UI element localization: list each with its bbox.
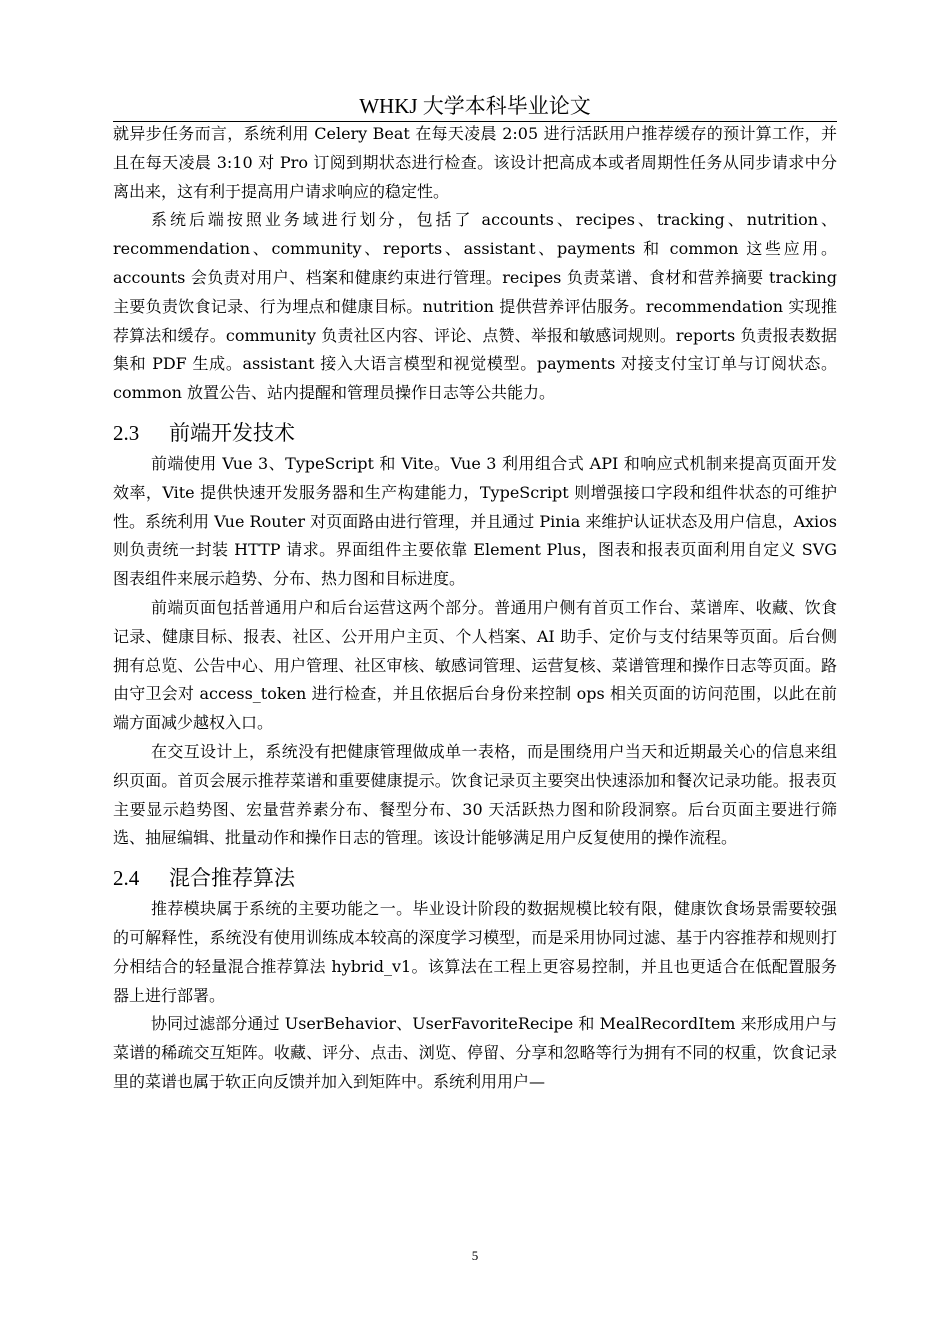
paragraph-frontend-stack: 前端使用 Vue 3、TypeScript 和 Vite。Vue 3 利用组合式 API 和响应式机制来提高页面开发效率，Vite 提供快速开发服务器和生产构建能力，TypeScript 则增强接口字段和组件状态的可维护性。系统利用 Vue Router 对页面路由进行管理，并且通过 Pinia 来维护认证状态及用户信息，Axios 则负责统一封装 HTTP 请求。界面组件主要依靠 Element Plus，图表和报表页面利用自定义 SVG 图表组件来展示趋势、分布、热力图和目标进度。 [113, 453, 837, 589]
page-number: 5 [471, 1248, 479, 1263]
running-header: WHKJ 大学本科毕业论文 [359, 94, 591, 118]
page-body [113, 120, 837, 1097]
paragraph-frontend-pages: 前端页面包括普通用户和后台运营这两个部分。普通用户侧有首页工作台、菜谱库、收藏、饮食记录、健康目标、报表、社区、公开用户主页、个人档案、AI 助手、定价与支付结果等页面。后台侧拥有总览、公告中心、用户管理、社区审核、敏感词管理、运营复核、菜谱管理和操作日志等页面。路由守卫会对 access_token 进行检查，并且依据后台身份来控制 ops 相关页面的访问范围，以此在前端方面减少越权入口。 [113, 597, 837, 733]
section-title: 混合推荐算法 [169, 866, 295, 891]
section-number: 2.4 [113, 866, 140, 891]
paragraph-async-tasks: 就异步任务而言，系统利用 Celery Beat 在每天凌晨 2:05 进行活跃用户推荐缓存的预计算工作，并且在每天凌晨 3:10 对 Pro 订阅到期状态进行检查。该设计把高成本或者周期性任务从同步请求中分离出来，这有利于提高用户请求响应的稳定性。 [113, 124, 837, 201]
paragraph-backend-apps: 系统后端按照业务域进行划分，包括了 accounts、recipes、tracking、nutrition、recommendation、community、reports、assistant、payments 和 common 这些应用。accounts 会负责对用户、档案和健康约束进行管理。recipes 负责菜谱、食材和营养摘要 tracking 主要负责饮食记录、行为埋点和健康目标。nutrition 提供营养评估服务。recommendation 实现推荐算法和缓存。community 负责社区内容、评论、点赞、举报和敏感词规则。reports 负责报表数据集和 PDF 生成。assistant 接入大语言模型和视觉模型。payments 对接支付宝订单与订阅状态。common 放置公告、站内提醒和管理员操作日志等公共能力。 [113, 210, 837, 403]
section-heading-2-4 [113, 863, 837, 893]
paragraph-recommendation-intro: 推荐模块属于系统的主要功能之一。毕业设计阶段的数据规模比较有限，健康饮食场景需要较强的可解释性，系统没有使用训练成本较高的深度学习模型，而是采用协同过滤、基于内容推荐和规则打分相结合的轻量混合推荐算法 hybrid_v1。该算法在工程上更容易控制，并且也更适合在低配置服务器上进行部署。 [113, 899, 837, 1005]
section-title: 前端开发技术 [169, 420, 295, 445]
paragraph-collaborative-filtering: 协同过滤部分通过 UserBehavior、UserFavoriteRecipe 和 MealRecordItem 来形成用户与菜谱的稀疏交互矩阵。收藏、评分、点击、浏览、停留、分享和忽略等行为拥有不同的权重，饮食记录里的菜谱也属于软正向反馈并加入到矩阵中。系统利用用户— [113, 1014, 837, 1091]
section-number: 2.3 [113, 420, 140, 445]
paragraph-interaction-design: 在交互设计上，系统没有把健康管理做成单一表格，而是围绕用户当天和近期最关心的信息来组织页面。首页会展示推荐菜谱和重要健康提示。饮食记录页主要突出快速添加和餐次记录功能。报表页主要显示趋势图、宏量营养素分布、餐型分布、30 天活跃热力图和阶段洞察。后台页面主要进行筛选、抽屉编辑、批量动作和操作日志的管理。该设计能够满足用户反复使用的操作流程。 [113, 741, 837, 848]
section-heading-2-3 [113, 418, 837, 448]
